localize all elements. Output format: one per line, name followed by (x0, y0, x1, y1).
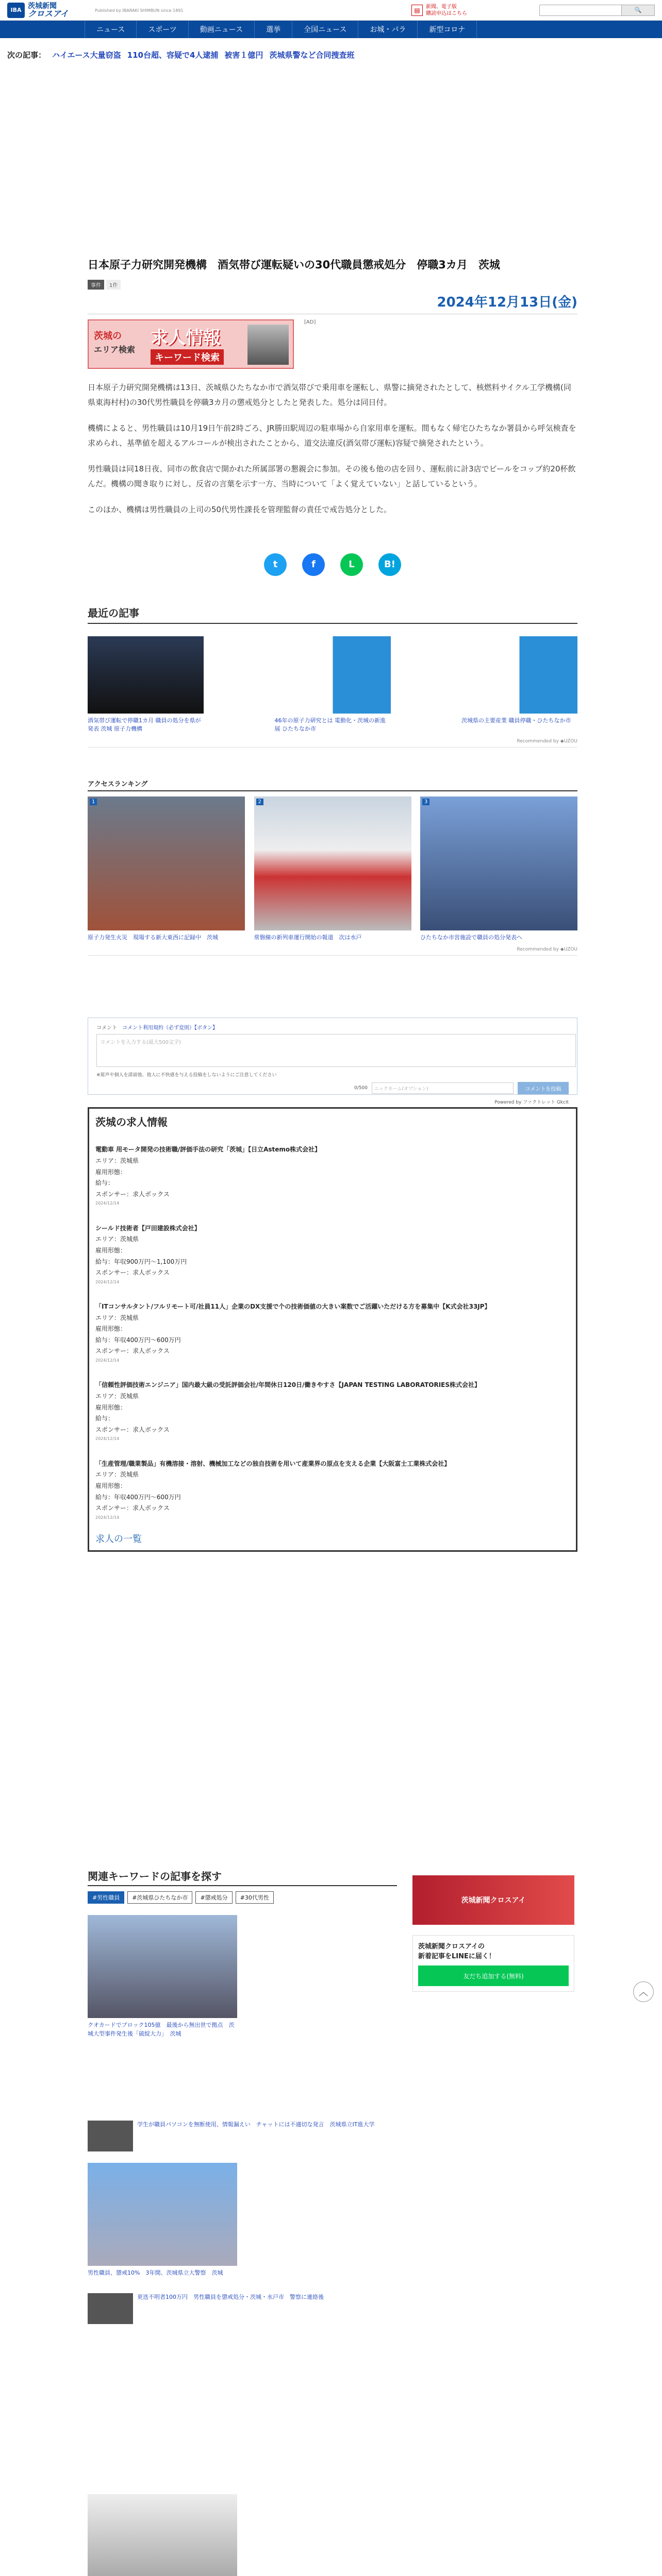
next-article-ticker (0, 38, 662, 64)
jobs-more-link[interactable]: 求人の一覧 (95, 1534, 142, 1545)
job-salary: 給与： (95, 1415, 114, 1422)
ad-tag: [AD] (304, 319, 316, 326)
line-icon[interactable]: L (340, 553, 363, 576)
job-date: 2024/12/14 (95, 1279, 120, 1284)
subscribe-line1: 新聞、電子版 (426, 4, 457, 10)
recent-image (88, 636, 204, 714)
ranking-image (88, 796, 245, 930)
banner-photo (247, 325, 289, 365)
ranking-item[interactable] (254, 796, 411, 942)
job-item[interactable] (95, 1223, 570, 1286)
job-area: エリア：茨城県 (95, 1393, 139, 1400)
facebook-icon[interactable]: f (302, 553, 325, 576)
paragraph: 機構によると、男性職員は10月19日午前2時ごろ、JR勝田駅周辺の駐車場から自家用車を運転。間もなく帰宅ひたちなか署員から呼気検査を求められ、基準値を超えるアルコールが検出されたことから、道交法違反(酒気帯び運転)容疑で摘発されたという。 (88, 423, 576, 448)
tag-button[interactable]: #男性職員 (88, 1891, 124, 1904)
recent-caption: 茨城県の主要産業 職員停職・ひたちなか市 (461, 717, 571, 724)
paragraph: 男性職員は同18日夜、同市の飲食店で開かれた所属部署の懇親会に参加。その後も他の店を回り、運転前に計3店でビールをコップ約20杯飲んだ。機構の聞き取りに対し、反省の言葉を示す一方、当時について「よく覚えていない」と話しているという。 (88, 464, 576, 488)
job-salary: 給与：年収400万円〜600万円 (95, 1493, 181, 1501)
rank-number: 2 (256, 799, 263, 805)
article-title: 日本原子力研究開発機構 酒気帯び運転疑いの30代職員懲戒処分 停職3カ月 茨城 (88, 259, 500, 271)
comment-terms-link[interactable]: コメント利用規約（必ず変則）【ボタン】 (122, 1025, 218, 1031)
comment-form (88, 1018, 577, 1106)
job-type: 雇用形態： (95, 1168, 127, 1176)
article-date: 2024年12月13日(金) (88, 292, 577, 314)
job-date: 2024/12/14 (95, 1358, 120, 1363)
top-bar (0, 0, 662, 21)
logo-mark-icon: IBA (7, 3, 25, 18)
recent-powered: Recommended by ◆UZOU (88, 739, 577, 748)
comment-textarea[interactable]: コメントを入力する(最大500文字) (96, 1034, 576, 1067)
keyword-tags (88, 1891, 397, 1904)
paragraph: 日本原子力研究開発機構は13日、茨城県ひたちなか市で酒気帯びで乗用車を運転し、県警に摘発されたとして、核燃料サイクル工学機構(同県東海村村)の30代男性職員を停職3カ月の懲戒処分としたと発表した。処分は同日付。 (88, 383, 571, 407)
published-by: Published by IBARAKI SHIMBUN since 1891 (95, 8, 184, 13)
job-date: 2024/12/14 (95, 1515, 120, 1520)
keyword-heading: 関連キーワードの記事を探す (88, 1868, 397, 1886)
char-count: 0/500 (354, 1086, 368, 1091)
job-salary: 給与：年収400万円〜600万円 (95, 1336, 181, 1344)
search-input[interactable] (539, 5, 622, 16)
job-title[interactable]: 「生産管理/職業製品」有機溶接・溶射、機械加工などの独自技術を用いて産業界の原点を支える企業【大阪富士工業株式会社】 (95, 1460, 451, 1467)
feed-image (88, 2163, 237, 2266)
feed-image (88, 2494, 237, 2576)
category-badge[interactable]: 事件 (88, 280, 104, 290)
feed-caption: クオカードでブロック105億 最後から無出世で拠点 茨城大型事件発生後「破綻大力」 茨城 (88, 2022, 235, 2037)
job-item[interactable] (95, 1144, 570, 1207)
line-promo (412, 1935, 574, 1992)
ranking-powered: Recommended by ◆UZOU (88, 947, 577, 956)
job-salary: 給与：年収900万円〜1,100万円 (95, 1258, 187, 1265)
recent-image (461, 636, 577, 714)
job-item[interactable] (95, 1380, 570, 1443)
main-nav (0, 21, 662, 38)
nav-news[interactable]: ニュース (85, 21, 137, 38)
site-logo[interactable] (7, 3, 95, 18)
feed-card[interactable] (88, 2163, 237, 2278)
comment-note: ※罵声や個人を誹謗他、他人に不快感を与える投稿をしないようにご注意してください (96, 1073, 277, 1078)
recent-heading: 最近の記事 (88, 605, 577, 624)
nav-video[interactable]: 動画ニュース (189, 21, 255, 38)
comment-submit-button[interactable]: コメントを投稿 (518, 1082, 569, 1094)
hatena-icon[interactable]: B! (378, 553, 401, 576)
job-sponsor: スポンサー：求人ボックス (95, 1426, 170, 1433)
nav-covid[interactable]: 新型コロナ (418, 21, 477, 38)
line-add-button[interactable]: 友だち追加する(無料) (418, 1965, 569, 1986)
jobs-heading: 茨城の求人情報 (95, 1116, 168, 1129)
newspaper-icon: ▤ (411, 5, 423, 16)
feed-card[interactable] (88, 1915, 237, 2038)
job-type: 雇用形態： (95, 1246, 127, 1254)
job-sponsor: スポンサー：求人ボックス (95, 1347, 170, 1355)
recent-list (88, 636, 577, 734)
nav-oshiro[interactable]: お城・パラ (358, 21, 418, 38)
side-ad-banner[interactable]: 茨城新聞クロスアイ (412, 1875, 574, 1925)
job-type: 雇用形態： (95, 1325, 127, 1333)
banner-text: 茨城の (94, 331, 122, 342)
ticker-item[interactable]: 110台超、容疑で4人逮捕 (127, 50, 219, 60)
category-count: 1件 (106, 280, 121, 290)
recent-card[interactable] (88, 636, 204, 734)
twitter-icon[interactable]: t (264, 553, 287, 576)
jobs-box (88, 1107, 577, 1552)
ranking-image (254, 796, 411, 930)
job-title[interactable]: 「ITコンサルタント/フルリモート可/社員11人」企業のDX支援で个の技術価値の大きい案数でご活躍いただける方を募集中【K式会社33JP】 (95, 1303, 491, 1311)
nav-election[interactable]: 選挙 (255, 21, 292, 38)
feed-caption: 更迭不明者100万円 男性職員を懲戒処分・茨城・水戸市 警察に連絡後 (137, 2293, 324, 2300)
sidebar (412, 1875, 574, 1992)
search-button[interactable]: 🔍 (622, 5, 655, 16)
back-to-top-button[interactable]: ︿ (633, 1981, 654, 2002)
job-title[interactable]: シールド技術者【戸田建設株式会社】 (95, 1224, 201, 1232)
tag-button[interactable]: #30代男性 (236, 1891, 274, 1904)
feed-caption: 学生が職員パソコンを無断使用、情報漏えい チャットには不適切な発言 茨城県立IT進大学 (137, 2121, 375, 2128)
job-date: 2024/12/14 (95, 1201, 120, 1206)
recent-caption: 46年の原子力研究とは 電動化・茨城の新進展 ひたちなか市 (274, 717, 386, 733)
tag-button[interactable]: #茨城県ひたちなか市 (127, 1891, 192, 1904)
recent-image (275, 636, 391, 714)
feed-row[interactable] (88, 2121, 376, 2151)
job-type: 雇用形態： (95, 1482, 127, 1490)
keyword-feed (88, 1915, 397, 2576)
subscribe-link[interactable] (411, 4, 467, 17)
subscribe-line2: 購読申込はこちら (426, 10, 467, 16)
ticker-item[interactable]: ハイエース大量窃盗 (52, 50, 121, 60)
job-area: エリア：茨城県 (95, 1471, 139, 1479)
logo-bottom: クロスアイ (28, 8, 69, 19)
recent-card[interactable] (275, 636, 391, 734)
paragraph: このほか、機構は男性職員の上司の50代男性課長を管理監督の責任で戒告処分とした。 (88, 505, 392, 515)
ranking-heading: アクセスランキング (88, 778, 577, 791)
share-buttons (88, 553, 577, 576)
rank-number: 1 (90, 799, 97, 805)
nickname-input[interactable]: ニックネーム(オプション) (372, 1082, 514, 1094)
search-box (539, 5, 655, 16)
job-search-banner[interactable] (88, 319, 294, 369)
job-salary: 給与： (95, 1179, 114, 1187)
ranking-caption: 原子力発生火災 現場する新大東西に記録中 茨城 (88, 934, 218, 941)
job-area: エリア：茨城県 (95, 1235, 139, 1243)
line-promo-text: 茨城新聞クロスアイの (418, 1943, 485, 1951)
ranking-caption: 常磐線の新列車運行開始の報道 次は水戸 (254, 934, 362, 941)
ranking-list (88, 796, 577, 942)
feed-row[interactable] (88, 2293, 376, 2324)
job-item[interactable] (95, 1301, 570, 1364)
feed-caption: 男性職員、懲戒10% 3年間、茨城県立大警察 茨城 (88, 2269, 223, 2276)
logo-top: 茨城新聞 (28, 2, 57, 10)
nav-sports[interactable]: スポーツ (137, 21, 188, 38)
recent-card[interactable] (461, 636, 577, 734)
article (88, 258, 577, 1552)
job-sponsor: スポンサー：求人ボックス (95, 1190, 170, 1198)
job-title[interactable]: 「信頼性評価技術エンジニア」国内最大級の受託評価会社/年間休日120日/働きやすさ【JAPAN TESTING LABORATORIES株式会社】 (95, 1381, 481, 1389)
keyword-section (88, 1861, 397, 2576)
job-date: 2024/12/14 (95, 1436, 120, 1442)
nav-national[interactable]: 全国ニュース (292, 21, 358, 38)
ticker-item[interactable]: 被害１億円 (224, 50, 263, 60)
comment-powered: Powered by ファクトレット Gkcit (494, 1100, 569, 1106)
job-item[interactable] (95, 1459, 570, 1521)
job-type: 雇用形態： (95, 1403, 127, 1411)
comment-label: コメント (96, 1025, 117, 1031)
banner-text: 求人情報 (151, 328, 221, 349)
job-title[interactable]: 電動車 用モータ開発の技術職/評価手法の研究「茨城」【日立Astemo株式会社】 (95, 1146, 321, 1154)
article-body (88, 380, 577, 517)
feed-card[interactable] (88, 2494, 237, 2576)
banner-text: エリア検索 (94, 345, 136, 355)
ranking-image (420, 796, 577, 930)
feed-thumb (88, 2293, 133, 2324)
job-sponsor: スポンサー：求人ボックス (95, 1504, 170, 1512)
job-area: エリア：茨城県 (95, 1314, 139, 1321)
ranking-item[interactable] (88, 796, 245, 942)
ranking-item[interactable] (420, 796, 577, 942)
recent-caption: 酒気帯び運転で停職1カ月 職員の処分を県が発表 茨城 原子力機構 (88, 717, 201, 733)
ranking-caption: ひたちなか市営施設で職員の処分発表へ (420, 934, 522, 941)
ticker-label: 次の記事： (7, 50, 46, 60)
line-promo-text: 新着記事をLINEに届く！ (418, 1953, 495, 1960)
feed-image (88, 1915, 237, 2018)
ticker-item[interactable]: 茨城県警など合同捜査班 (269, 50, 355, 60)
job-area: エリア：茨城県 (95, 1157, 139, 1164)
feed-thumb (88, 2121, 133, 2151)
job-sponsor: スポンサー：求人ボックス (95, 1269, 170, 1277)
tag-button[interactable]: #懲戒処分 (195, 1891, 232, 1904)
rank-number: 3 (422, 799, 429, 805)
banner-text: キーワード検索 (151, 349, 224, 365)
